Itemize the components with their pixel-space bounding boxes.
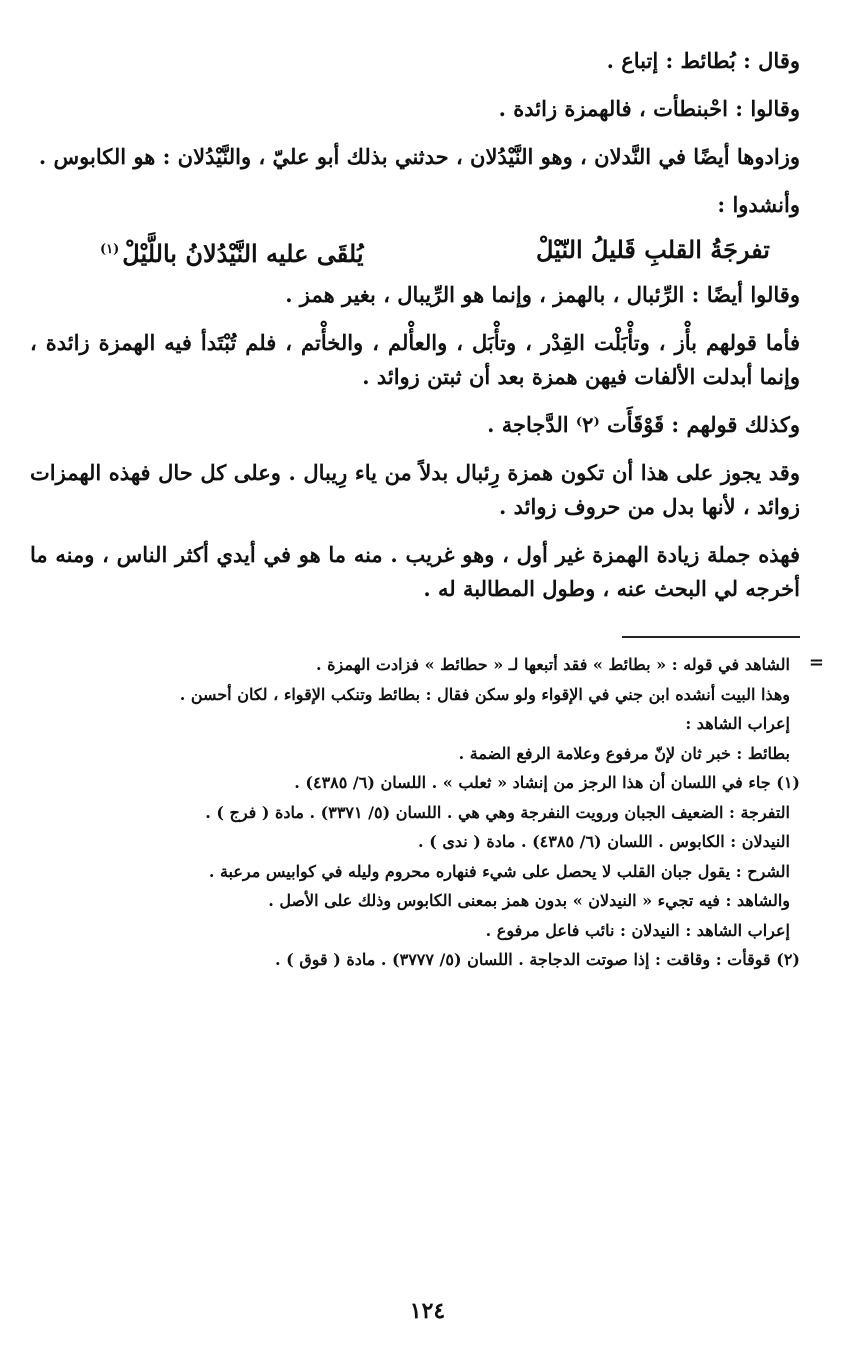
footnote-separator xyxy=(622,636,800,638)
verse-first-hemistich: تفرجَةُ القلبِ قَليلُ النّيْلْ xyxy=(536,235,770,264)
paragraph-6: فأما قولهم بأْز ، وتأْبَلْت القِدْر ، وتأْبَل ، والعأْلم ، والخأْتم ، فلم تُبْتَدأ فيه الهمزة زائدة ، وإنما أبدلت الألفات فيهن همزة بعد أن ثبتن زوائد . xyxy=(30,330,800,389)
footnote-line: وهذا البيت أنشده ابن جني في الإقواء ولو سكن فقال : بطائط وتنكب الإقواء ، لكان أحسن . xyxy=(179,684,790,704)
footnote-line: والشاهد : فيه تجيء « النيدلان » بدون همز بمعنى الكابوس وذلك على الأصل . xyxy=(268,891,790,910)
footnote-line: إعراب الشاهد : النيدلان : نائب فاعل مرفوع . xyxy=(485,920,790,940)
paragraph-3: وزادوها أيضًا في النَّدلان ، وهو النَّيْدُلان ، حدثني بذلك أبو عليّ ، والنَّيْدُلان : هو الكابوس . xyxy=(38,144,800,169)
footnote-line: النيدلان : الكابوس . اللسان (٦/ ٤٣٨٥) . مادة ( ندى ) . xyxy=(418,832,790,851)
book-page xyxy=(30,44,824,975)
main-text xyxy=(30,44,800,606)
footnote-line: بطائط : خبر ثان لإنّ مرفوع وعلامة الرفع الضمة . xyxy=(458,743,790,763)
continuation-mark: = xyxy=(808,652,824,673)
paragraph-8: وقد يجوز على هذا أن تكون همزة رِئبال بدلاً من ياء رِيبال . وعلى كل حال فهذه الهمزات زوائد ، لأنها بدل من حروف زوائد . xyxy=(30,460,800,519)
footnote-2: (٢) قوقأت : وقاقت : إذا صوتت الدجاجة . اللسان (٥/ ٣٧٧٧) . مادة ( قوق ) . xyxy=(275,950,800,969)
paragraph-7: وكذلك قولهم : قَوْقَأَت ⁽٢⁾ الدَّجاجة . xyxy=(487,412,800,437)
paragraph-5: وقالوا أيضًا : الرِّئبال ، بالهمز ، وإنما هو الرِّيبال ، بغير همز . xyxy=(285,282,800,307)
paragraph-2: وقالوا : احْبنطأت ، فالهمزة زائدة . xyxy=(498,96,800,121)
footnote-line: إعراب الشاهد : xyxy=(685,714,790,733)
footnote-1: (١) جاء في اللسان أن هذا الرجز من إنشاد « ثعلب » . اللسان (٦/ ٤٣٨٥) . xyxy=(294,773,800,792)
poetry-verse xyxy=(100,230,770,274)
verse-second-hemistich xyxy=(100,230,364,274)
footnotes xyxy=(30,650,824,975)
page-number: ١٢٤ xyxy=(409,1298,446,1324)
footnote-line: التفرجة : الضعيف الجبان ورويت النفرجة وهي هي . اللسان (٥/ ٣٣٧١) . مادة ( فرج ) . xyxy=(205,802,790,822)
paragraph-9: فهذه جملة زيادة الهمزة غير أول ، وهو غريب . منه ما هو في أيدي أكثر الناس ، ومنه ما أخرجه لي البحث عنه ، وطول المطالبة له . xyxy=(30,542,800,601)
paragraph-4: وأنشدوا : xyxy=(717,192,800,217)
footnote-line: الشاهد في قوله : « بطائط » فقد أتبعها لـ « حطائط » فزادت الهمزة . xyxy=(316,655,790,674)
verse-second-text: يُلقَى عليه النَّيْدُلانُ باللَّيْلْ xyxy=(122,239,364,268)
paragraph-1: وقال : بُطائط : إتباع . xyxy=(606,48,800,73)
footnote-line: الشرح : يقول جبان القلب لا يحصل على شيء فنهاره محروم وليله في كوابيس مرعبة . xyxy=(208,861,790,881)
footnote-marker-1: (١) xyxy=(100,242,120,257)
